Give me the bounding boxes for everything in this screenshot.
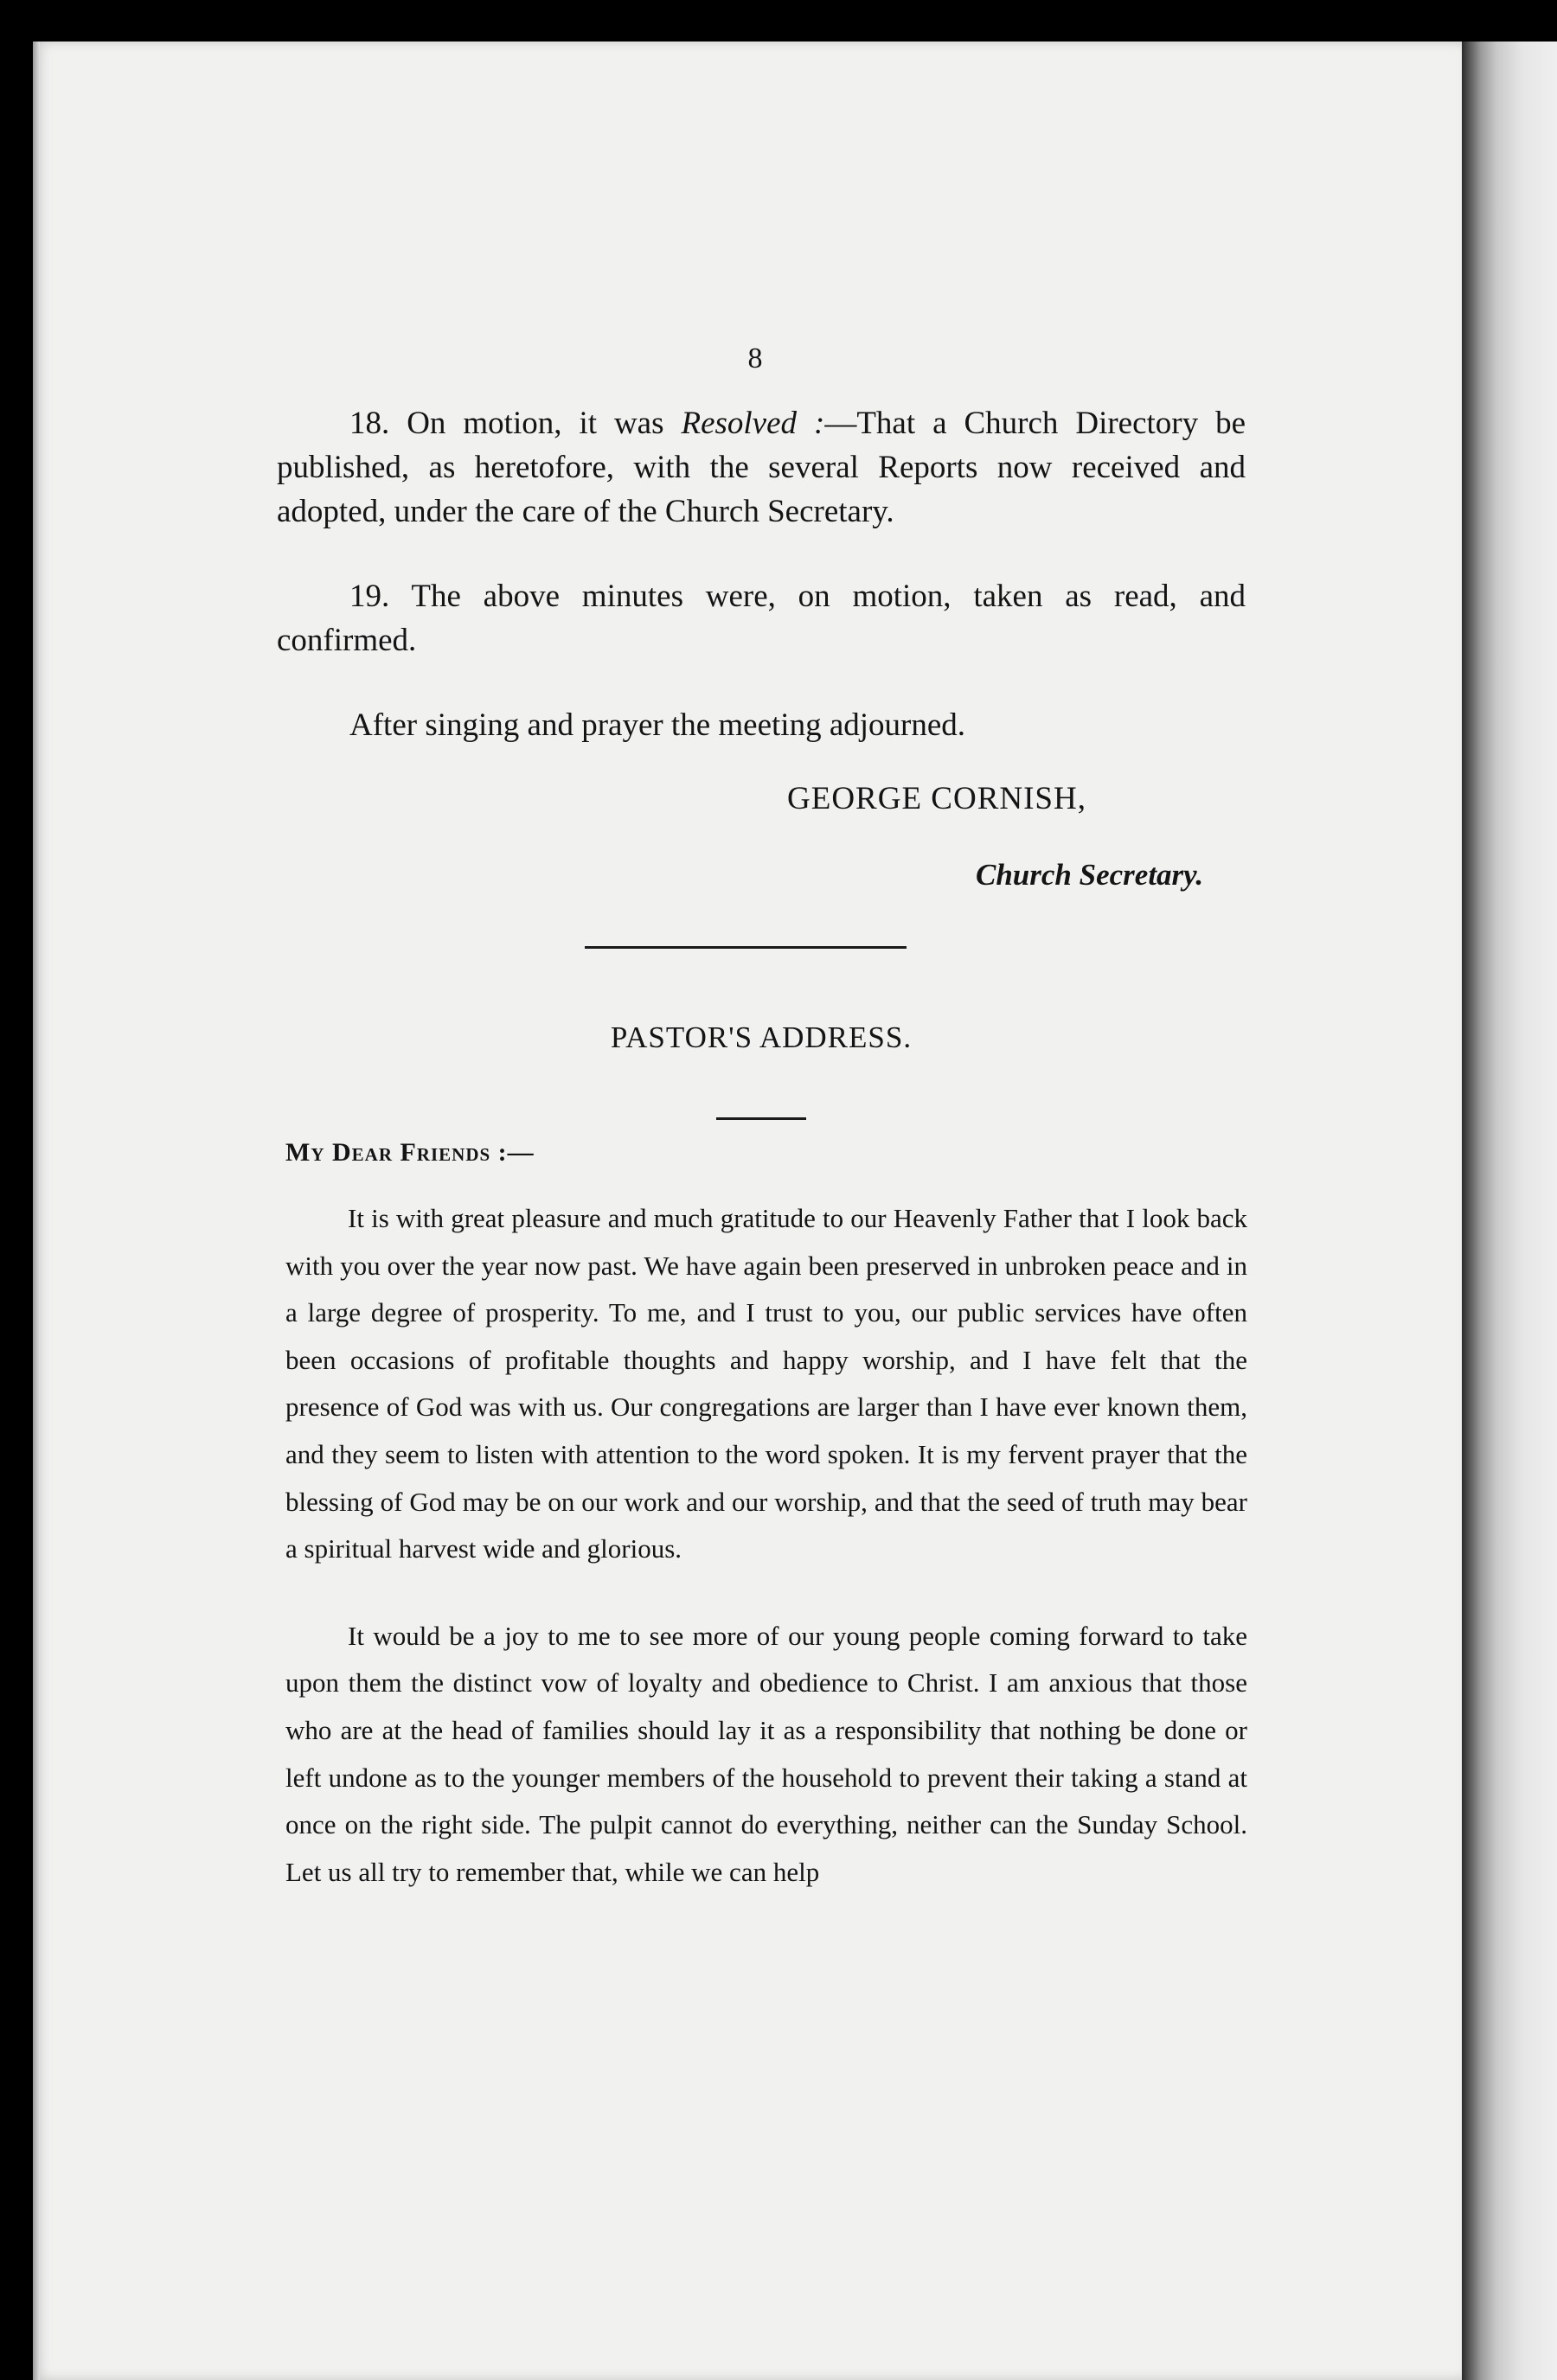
- page-binding-edge: [33, 42, 40, 2380]
- minutes-section: [277, 401, 1246, 747]
- address-paragraph-1: It is with great pleasure and much gratitude to our Heavenly Father that I look back with you over the year now past. We have again been preserved in unbroken peace and in a large degree of prosperity. To me, and I trust to you, our public services have often been occasions of profitable thoughts and happy worship, and I have felt that the presence of God was with us. Our congregations are larger than I have ever known them, and they seem to listen with attention to the word spoken. It is my fervent prayer that the blessing of God may be on our work and our worship, and that the seed of truth may bear a spiritual harvest wide and glorious.: [285, 1203, 1247, 1564]
- page-number: 8: [747, 342, 763, 374]
- section-divider: [585, 946, 907, 949]
- adjacent-page-edge: [1462, 42, 1557, 2380]
- salutation: My Dear Friends :—: [285, 1138, 535, 1167]
- minute-item-18: [277, 401, 1246, 534]
- section-heading: PASTOR'S ADDRESS.: [610, 1020, 913, 1054]
- minute-item-18-lead: 18. On motion, it was: [349, 406, 682, 441]
- minute-item-18-text: —That a Church Directory be published, as heretofore, with the several Reports now received and adopted, under the care of the Church Secretary.: [277, 406, 1246, 529]
- address-paragraph-2: It would be a joy to me to see more of our young people coming forward to take upon them the distinct vow of loyalty and obedience to Christ. I am anxious that those who are at the head of families should lay it as a responsibility that nothing be done or left undone as to the younger members of the household to prevent their taking a stand at once on the right side. The pulpit cannot do everything, neither can the Sunday School. Let us all try to remember that, while we can help: [285, 1620, 1247, 1887]
- resolved-label: Resolved :: [681, 406, 825, 441]
- address-body: [285, 1195, 1247, 1896]
- signature-name: GEORGE CORNISH,: [787, 781, 1086, 816]
- heading-underline: [716, 1117, 806, 1120]
- minute-item-19: 19. The above minutes were, on motion, taken as read, and confirmed.: [277, 579, 1246, 658]
- signature-title: Church Secretary.: [976, 858, 1204, 892]
- closing-line: After singing and prayer the meeting adjourned.: [349, 707, 966, 743]
